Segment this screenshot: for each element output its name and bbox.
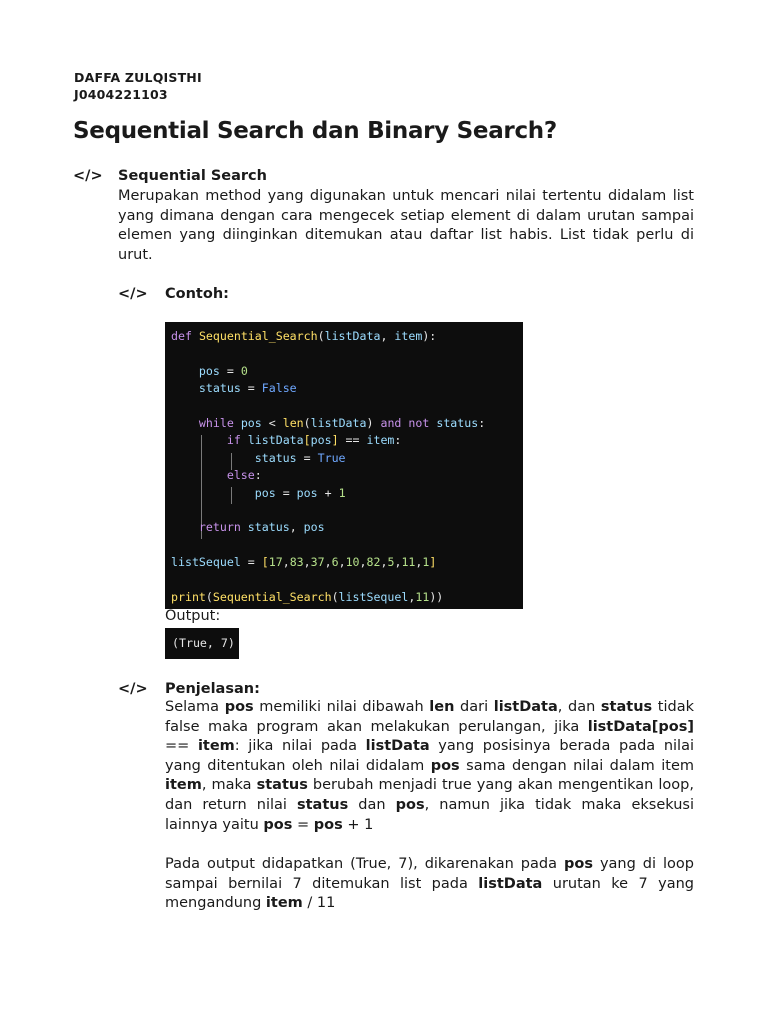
text-run: Selama — [165, 699, 225, 715]
explanation-paragraph-2 — [165, 855, 694, 914]
bold-term: item — [197, 738, 235, 755]
bold-term: status — [256, 777, 308, 794]
section-heading-example: Contoh: — [165, 286, 229, 302]
bold-term: len — [429, 699, 455, 715]
text-run: / 11 — [302, 895, 336, 912]
code-tag-icon: </> — [73, 168, 103, 184]
bold-term: pos — [263, 816, 293, 833]
text-run: , dan — [557, 699, 601, 715]
output-label: Output: — [165, 608, 221, 624]
bold-term: pos — [563, 856, 593, 872]
explanation-paragraph-1 — [165, 698, 694, 835]
bold-term: listData — [365, 738, 430, 755]
text-run: yang di loop sampai bernilai 7 ditemukan list pada — [165, 856, 694, 892]
text-run: == — [165, 738, 198, 755]
text-run: , namun jika tidak maka eksekusi lainnya yaitu — [165, 796, 694, 833]
code-text: def Sequential_Search(listData, item): pos = 0 status = False while pos < len(listData) and not status: if listData[pos] == item: status = True else: pos = pos + 1 return status, pos listSequel = [17,83,37,6,10,82,5,11,1] print(Sequential_Search(listSequel,11)) — [171, 329, 486, 605]
text-run: Pada output didapatkan (True, 7), dikarenakan pada — [165, 856, 564, 872]
text-run: = — [292, 816, 314, 833]
bold-term: pos — [313, 816, 343, 833]
output-block — [165, 628, 239, 659]
author-id: J0404221103 — [74, 87, 168, 102]
text-run: sama dengan nilai dalam item — [459, 757, 694, 774]
page-title: Sequential Search dan Binary Search? — [73, 118, 557, 144]
code-tag-icon: </> — [118, 681, 148, 697]
text-run: dan — [348, 796, 396, 813]
code-block — [165, 322, 523, 609]
author-name: DAFFA ZULQISTHI — [74, 70, 202, 85]
bold-term: pos — [224, 699, 254, 715]
section-heading-sequential: Sequential Search — [118, 168, 267, 184]
text-run: : jika nilai pada — [234, 738, 366, 755]
section-heading-explanation: Penjelasan: — [165, 681, 260, 697]
code-tag-icon: </> — [118, 286, 148, 302]
bold-term: pos — [395, 796, 425, 813]
bold-term: listData[pos] — [587, 718, 694, 735]
bold-term: status — [296, 796, 349, 813]
section-description: Merupakan method yang digunakan untuk mencari nilai tertentu didalam list yang dimana dengan cara mengecek setiap element di dalam urutan sampai elemen yang diinginkan ditemukan atau daftar list habis. List tidak perlu di urut. — [118, 188, 694, 263]
output-value: (True, 7) — [172, 636, 235, 650]
bold-term: item — [265, 895, 303, 912]
bold-term: item — [165, 777, 202, 794]
text-run: , maka — [201, 777, 257, 794]
text-run: memiliki nilai dibawah — [253, 699, 430, 715]
text-run: dari — [454, 699, 494, 715]
text-run: tidak false maka program akan melakukan perulangan, jika — [165, 699, 694, 735]
text-run: yang posisinya berada pada nilai yang ditentukan oleh nilai didalam — [165, 738, 694, 774]
bold-term: listData — [493, 699, 558, 715]
bold-term: listData — [478, 875, 543, 892]
text-run: berubah menjadi true yang akan mengentikan loop, dan return nilai — [165, 777, 694, 813]
bold-term: pos — [430, 757, 460, 774]
text-run: + 1 — [342, 816, 374, 833]
bold-term: status — [600, 699, 653, 715]
text-run: urutan ke 7 yang mengandung — [165, 875, 694, 912]
